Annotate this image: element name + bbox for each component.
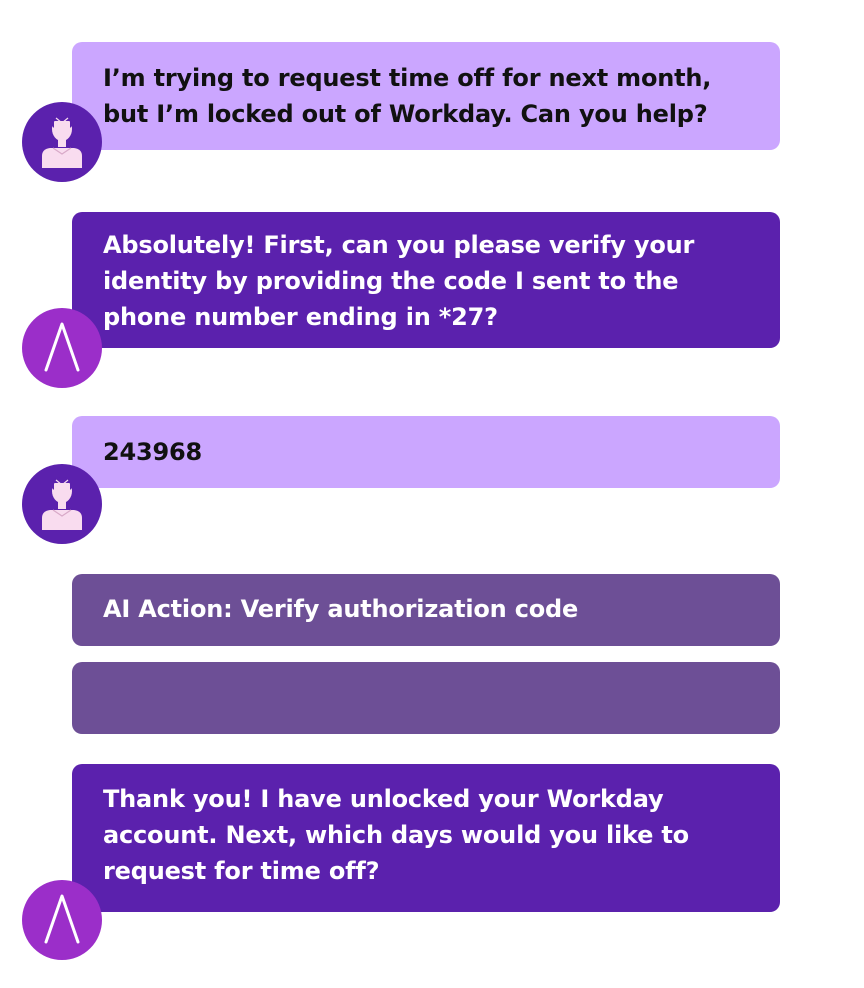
message-text-line: I’m trying to request time off for next month,	[103, 64, 712, 92]
message-text-line: phone number ending in *27?	[103, 303, 498, 331]
user-avatar	[22, 102, 102, 182]
user-avatar	[22, 464, 102, 544]
assistant-avatar	[22, 308, 102, 388]
message-text-line: Absolutely! First, can you please verify your	[103, 231, 695, 259]
action-text: AI Action: Verify authorization code	[103, 595, 579, 623]
message-text-line: 243968	[103, 438, 202, 466]
message-text-line: account. Next, which days would you like to	[103, 821, 689, 849]
user-person-icon	[22, 464, 102, 544]
assistant-message-bubble	[72, 212, 780, 348]
ai-action-bubble	[72, 574, 780, 646]
assistant-logo-icon	[22, 880, 102, 960]
assistant-logo-icon	[22, 308, 102, 388]
message-text-line: but I’m locked out of Workday. Can you help?	[103, 100, 708, 128]
ai-action-bubble	[72, 662, 780, 734]
user-person-icon	[22, 102, 102, 182]
assistant-avatar	[22, 880, 102, 960]
message-text-line: request for time off?	[103, 857, 380, 885]
message-text-line: identity by providing the code I sent to the	[103, 267, 679, 295]
message-text-line: Thank you! I have unlocked your Workday	[103, 785, 664, 813]
user-message-bubble	[72, 416, 780, 488]
assistant-message-bubble	[72, 764, 780, 912]
user-message-bubble	[72, 42, 780, 150]
